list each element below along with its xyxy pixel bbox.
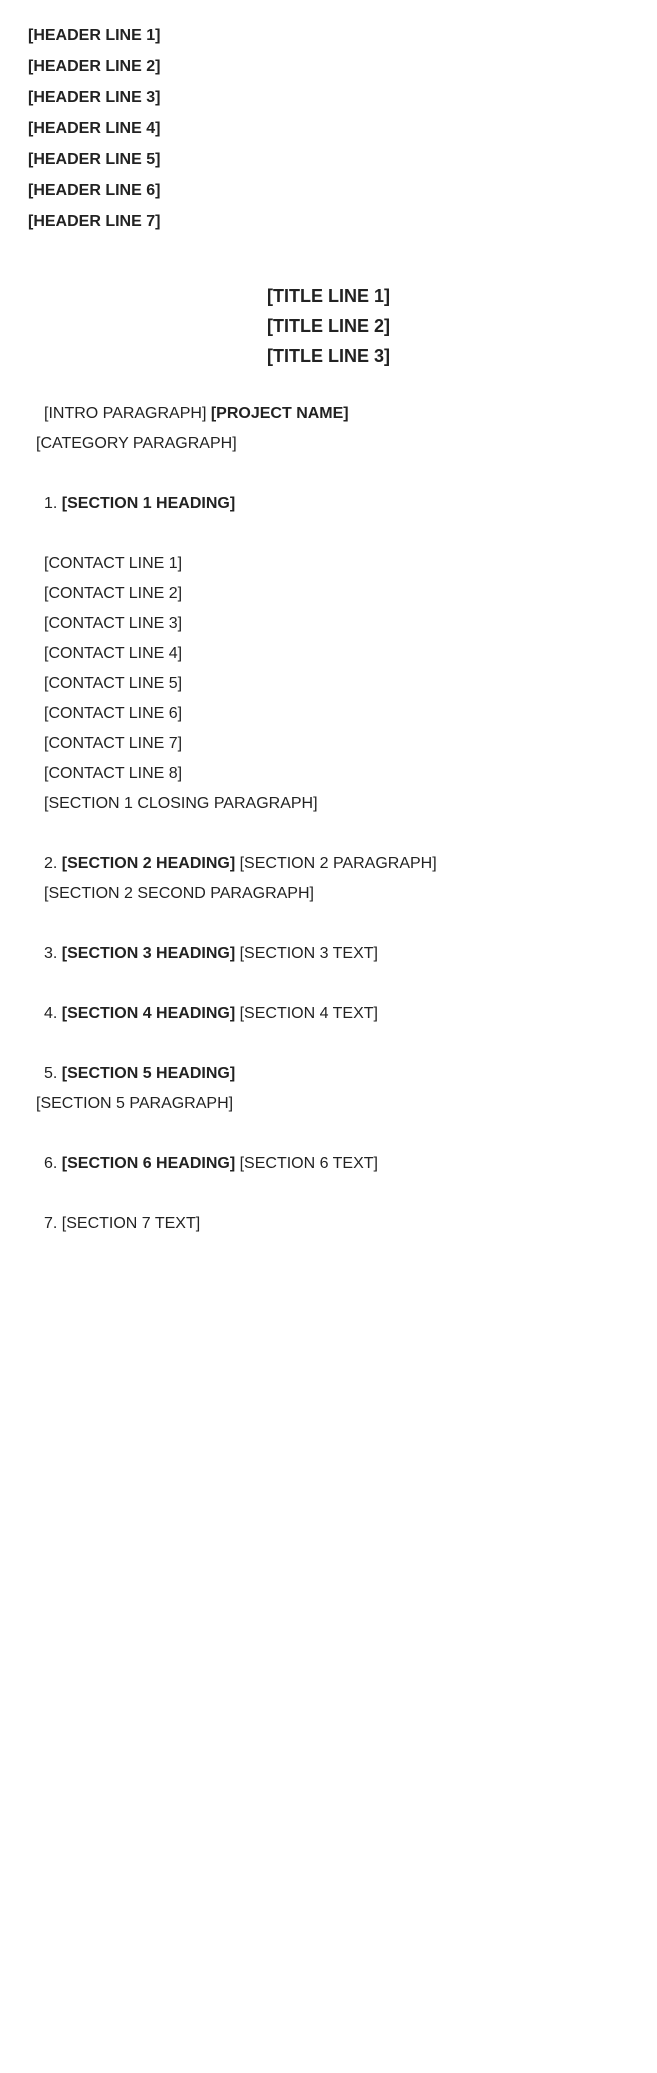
list-item: [CONTACT LINE 8] — [44, 765, 183, 782]
list-item: [CONTACT LINE 5] — [44, 675, 183, 692]
document-title — [28, 281, 629, 371]
section-5-paragraph: [SECTION 5 PARAGRAPH] — [36, 1095, 234, 1112]
intro-paragraph — [28, 399, 629, 429]
list-item: [CONTACT LINE 1] — [44, 555, 183, 572]
header-line: [HEADER LINE 4] — [28, 120, 161, 137]
category-paragraph: [CATEGORY PARAGRAPH] — [36, 435, 237, 452]
list-item: [CONTACT LINE 7] — [44, 735, 183, 752]
section-1-closing: [SECTION 1 CLOSING PARAGRAPH] — [44, 795, 318, 812]
section-5-heading: 5. [SECTION 5 HEADING] — [44, 1065, 236, 1082]
header-line: [HEADER LINE 6] — [28, 182, 161, 199]
issuer-header — [28, 20, 629, 237]
header-line: [HEADER LINE 5] — [28, 151, 161, 168]
section-2-second-paragraph: [SECTION 2 SECOND PARAGRAPH] — [44, 885, 314, 902]
section-1-heading: 1. [SECTION 1 HEADING] — [44, 495, 236, 512]
intro-text: [INTRO PARAGRAPH] — [44, 405, 207, 422]
header-line: [HEADER LINE 1] — [28, 27, 161, 44]
section-2-paragraph: 2. [SECTION 2 HEADING] [SECTION 2 PARAGRAPH] — [44, 855, 437, 872]
section-6: 6. [SECTION 6 HEADING] [SECTION 6 TEXT] — [44, 1155, 378, 1172]
section-3: 3. [SECTION 3 HEADING] [SECTION 3 TEXT] — [44, 945, 378, 962]
list-item: [CONTACT LINE 6] — [44, 705, 183, 722]
title-line: [TITLE LINE 3] — [267, 346, 390, 366]
section-4: 4. [SECTION 4 HEADING] [SECTION 4 TEXT] — [44, 1005, 378, 1022]
header-line: [HEADER LINE 3] — [28, 89, 161, 106]
title-line: [TITLE LINE 1] — [267, 286, 390, 306]
list-item: [CONTACT LINE 3] — [44, 615, 183, 632]
contact-details-list — [28, 549, 629, 789]
title-line: [TITLE LINE 2] — [267, 316, 390, 336]
project-name: [PROJECT NAME] — [210, 405, 349, 422]
list-item: [CONTACT LINE 4] — [44, 645, 183, 662]
section-7: 7. [SECTION 7 TEXT] — [44, 1215, 201, 1232]
list-item: [CONTACT LINE 2] — [44, 585, 183, 602]
header-line: [HEADER LINE 7] — [28, 213, 161, 230]
header-line: [HEADER LINE 2] — [28, 58, 161, 75]
